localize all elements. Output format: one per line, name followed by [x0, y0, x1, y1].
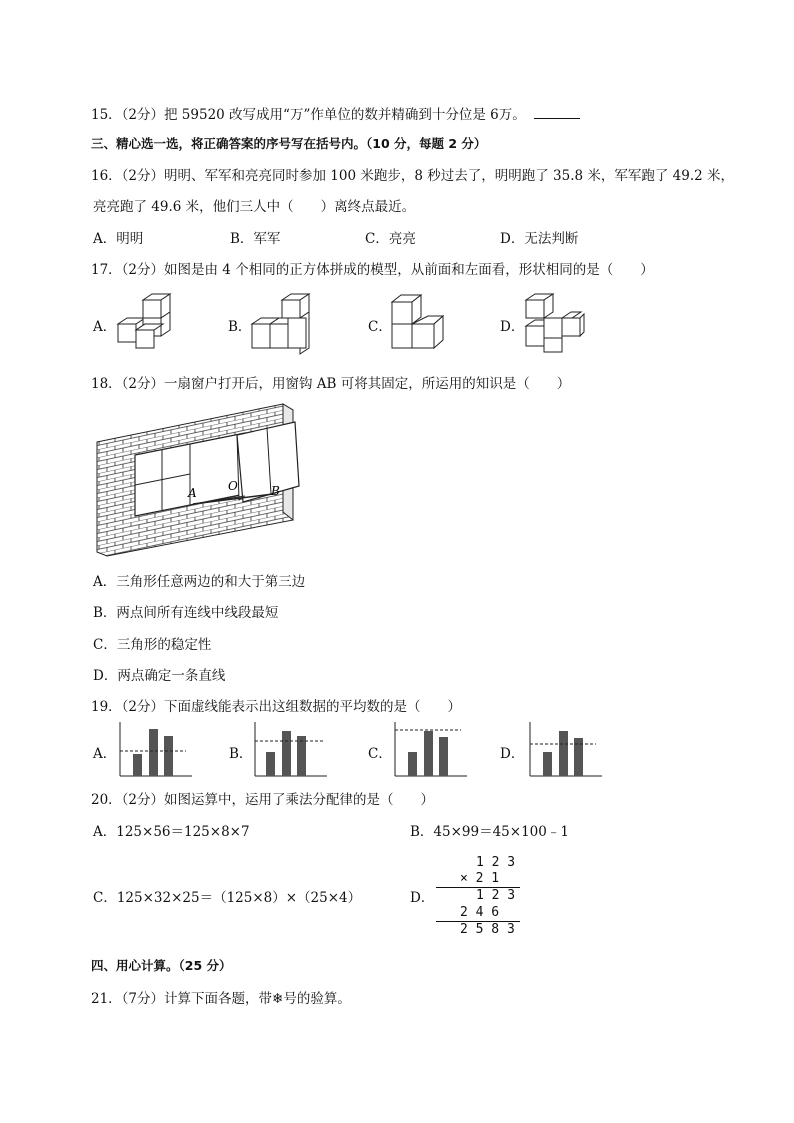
vm-row-2: × 2 1	[460, 871, 500, 886]
q18-option-d[interactable]: D．两点确定一条直线	[93, 668, 226, 684]
q16-option-b[interactable]: B．军军	[230, 231, 281, 247]
question-18: 18．（2分）一扇窗户打开后，用窗钩 AB 可将其固定，所运用的知识是（ ）	[91, 376, 571, 392]
question-16-line2: 亮亮跑了 49.6 米，他们三人中（ ）离终点最近。	[93, 199, 416, 215]
q16-option-d[interactable]: D．无法判断	[500, 231, 579, 247]
cube-model-d	[524, 292, 594, 354]
cube-model-c	[388, 292, 448, 354]
q20-option-b[interactable]: B．45×99＝45×100﹣1	[410, 824, 569, 840]
answer-blank[interactable]	[534, 106, 580, 119]
question-17: 17．（2分）如图是由 4 个相同的正方体拼成的模型，从前面和左面看，形状相同的是（ ）	[91, 262, 654, 278]
section-3-title: 三、精心选一选，将正确答案的序号写在括号内。（10 分，每题 2 分）	[91, 136, 487, 151]
label-b: B	[271, 484, 280, 498]
q20-option-d[interactable]: D．	[410, 890, 435, 906]
cube-model-a	[115, 292, 190, 354]
q17-option-b[interactable]: B．	[228, 319, 252, 335]
question-19: 19．（2分）下面虚线能表示出这组数据的平均数的是（ ）	[91, 699, 462, 715]
label-o: O	[228, 479, 238, 493]
vm-row-3: 1 2 3	[476, 888, 516, 903]
q17-option-d[interactable]: D．	[500, 319, 525, 335]
question-21: 21．（7分）计算下面各题，带❄号的验算。	[91, 991, 351, 1007]
q19-option-a[interactable]: A．	[93, 746, 117, 762]
question-16-line1: 16．（2分）明明、军军和亮亮同时参加 100 米跑步，8 秒过去了，明明跑了 35.8 米，军军跑了 49.2 米，	[91, 168, 735, 184]
q19-option-d[interactable]: D．	[500, 746, 525, 762]
q19-option-c[interactable]: C．	[368, 746, 392, 762]
bar-chart-option-c	[393, 722, 468, 778]
bar-chart-option-a	[118, 722, 193, 778]
vm-row-5: 2 5 8 3	[460, 922, 515, 937]
q17-option-c[interactable]: C．	[368, 319, 392, 335]
q18-option-b[interactable]: B．两点间所有连线中线段最短	[93, 605, 279, 621]
window-brick-wall-figure	[95, 402, 305, 558]
label-a: A	[188, 486, 197, 500]
bar-chart-option-d	[528, 722, 603, 778]
q19-option-b[interactable]: B．	[229, 746, 253, 762]
vm-row-4: 2 4 6	[460, 905, 500, 920]
cube-model-b	[250, 292, 325, 354]
q20-option-c[interactable]: C．125×32×25＝（125×8）×（25×4）	[93, 890, 362, 906]
q18-option-c[interactable]: C．三角形的稳定性	[93, 637, 212, 653]
vm-row-1: 1 2 3	[476, 855, 516, 870]
q18-option-a[interactable]: A．三角形任意两边的和大于第三边	[93, 574, 306, 590]
question-20: 20．（2分）如图运算中，运用了乘法分配律的是（ ）	[91, 792, 435, 808]
bar-chart-option-b	[253, 722, 328, 778]
q16-option-c[interactable]: C．亮亮	[365, 231, 416, 247]
q20-option-a[interactable]: A．125×56＝125×8×7	[93, 824, 250, 840]
section-4-title: 四、用心计算。（25 分）	[91, 958, 232, 973]
q17-option-a[interactable]: A．	[93, 319, 117, 335]
q16-option-a[interactable]: A．明明	[93, 231, 144, 247]
question-15-text: 15．（2分）把 59520 改写成用“万”作单位的数并精确到十分位是 6万。	[91, 107, 526, 123]
question-15	[91, 103, 580, 123]
